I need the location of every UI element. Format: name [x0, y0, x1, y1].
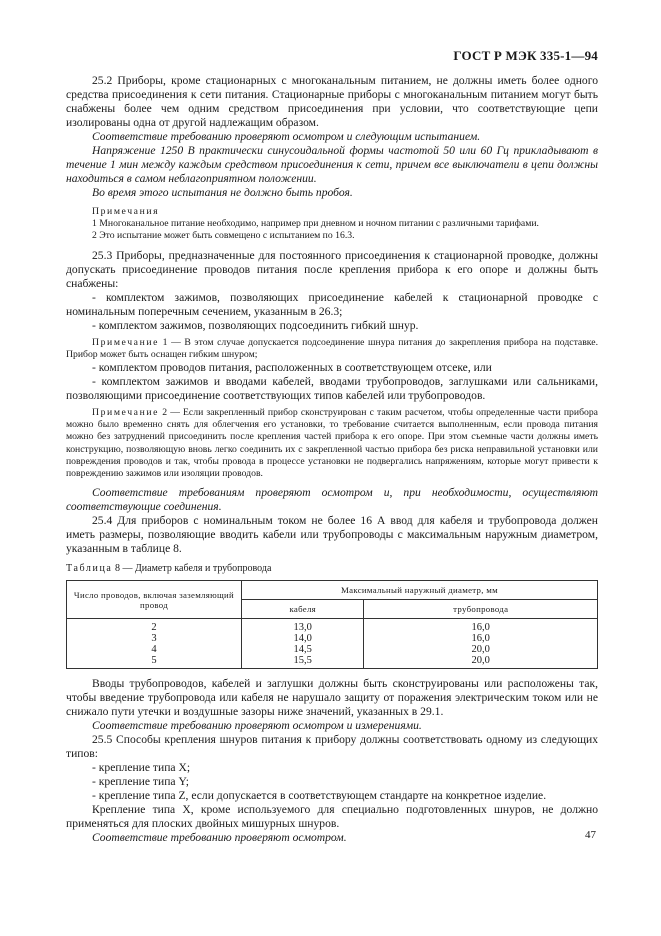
compliance-statement: Соответствие требованию проверяют осмотром и следующим испытанием. — [92, 130, 481, 143]
clause-25-2: 25.2 Приборы, кроме стационарных с многоканальным питанием, не должны иметь более одного средства присоединения к сети питания. Стационарные приборы с многоканальным питанием могут быть снабжены более чем одним средством присоединения при условии, что соответствующие цепи изолированы одна от другой надлежащим образом. — [66, 74, 598, 129]
column-group-header: Максимальный наружный диаметр, мм — [242, 581, 598, 600]
note-label: Примечание — [92, 407, 160, 419]
note-block — [66, 337, 598, 361]
note-1: 1 Многоканальное питание необходимо, например при дневном и ночном питании с различными тарифами. — [92, 218, 539, 230]
note-label: Примечание — [92, 336, 160, 348]
table-caption-text: 8 — Диаметр кабеля и трубопровода — [112, 563, 272, 575]
list-item: - крепление типа Z, если допускается в соответствующем стандарте на конкретное изделие. — [92, 789, 547, 803]
column-header-cable: кабеля — [242, 600, 364, 619]
list-item: - крепление типа X; — [92, 761, 191, 775]
note-4 — [66, 407, 598, 480]
page-number: 47 — [585, 829, 596, 841]
column-header-pipe: трубопровода — [364, 600, 598, 619]
table-row — [67, 619, 598, 669]
notes-block — [66, 206, 598, 243]
notes-heading: Примечания — [92, 206, 160, 217]
note-3 — [66, 337, 598, 361]
table-cell-pipe: 16,0 16,0 20,0 20,0 — [364, 619, 598, 669]
note-block — [66, 407, 598, 480]
note-text: 1 — В этом случае допускается подсоединение шнура питания до закрепления прибора на подставке. Прибор может быть оснащен гибким шнуром; — [66, 336, 598, 360]
list-item: - комплектом проводов питания, расположенных в соответствующем отсеке, или — [92, 361, 492, 375]
compliance-statement: Соответствие требованиям проверяют осмотром и, при необходимости, осуществляют соответствующие соединения. — [66, 486, 598, 514]
clause-25-3: 25.3 Приборы, предназначенные для постоянного присоединения к стационарной проводке, должны допускать присоединение проводов питания после крепления прибора к его опоре и должны быть снабжены: — [66, 248, 598, 290]
list-item: - комплектом зажимов и вводами кабелей, вводами трубопроводов, заглушками или сальниками, позволяющими присоединение соответствующих типов кабелей или трубопроводов. — [66, 375, 598, 403]
column-header-conductors: Число проводов, включая заземляющий провод — [67, 581, 242, 619]
paragraph: Вводы трубопроводов, кабелей и заглушки должны быть сконструированы или расположены так, чтобы введение трубопровода или кабеля не нарушало защиту от поражения электрическим током или не снижало пути утечки и воздушные зазоры ниже значений, указанных в 29.1. — [66, 677, 598, 719]
list-item: - комплектом зажимов, позволяющих присоединение кабелей к стационарной проводке с номинальным поперечным сечением, указанным в 26.3; — [66, 290, 598, 318]
diameter-table — [66, 580, 598, 669]
clause-25-4: 25.4 Для приборов с номинальным током не более 16 А ввод для кабеля и трубопровода должен иметь размеры, позволяющие вводить кабели или трубопроводы с максимальным наружным диаметром, указанным в таблице 8. — [66, 514, 598, 556]
note-2: 2 Это испытание может быть совмещено с испытанием по 16.3. — [92, 230, 355, 242]
paragraph: Крепление типа X, кроме используемого для специально подготовленных шнуров, не должно применяться для плоских двойных мишурных шнуров. — [66, 803, 598, 831]
list-item: - крепление типа Y; — [92, 775, 189, 789]
test-description: Напряжение 1250 В практически синусоидальной формы частотой 50 или 60 Гц прикладывают в течение 1 мин между каждым средством присоединения к сети, причем все выключатели в цепи должны находиться в самом неблагоприятном положении. — [66, 144, 598, 185]
table-caption-label: Таблица — [66, 563, 113, 575]
document-header: ГОСТ Р МЭК 335-1—94 — [453, 48, 598, 63]
document-body — [66, 74, 598, 845]
note-text: 2 — Если закрепленный прибор сконструирован с таким расчетом, чтобы определенные части прибора можно было временно снять для облегчения его установки, то требование считается выполненным, если провода питания можно без затруднений присоединить после крепления частей прибора к его опоре. При этом съемные части должны иметь конструкцию, позволяющую вновь легко соединить их с закрепленной частью прибора без риска неправильной установки или повреждения проводов и так, чтобы провода в процессе установки не подвергались напряжениям, которые могут привести к повреждению зажимов или изоляции проводов. — [66, 407, 598, 480]
table-cell-conductors: 2 3 4 5 — [67, 619, 242, 669]
table-caption — [66, 562, 598, 576]
compliance-statement: Соответствие требованию проверяют осмотром. — [92, 831, 347, 845]
test-criterion: Во время этого испытания не должно быть пробоя. — [92, 186, 353, 199]
clause-25-5: 25.5 Способы крепления шнуров питания к прибору должны соответствовать одному из следующих типов: — [66, 733, 598, 761]
table-cell-cable: 13,0 14,0 14,5 15,5 — [242, 619, 364, 669]
list-item: - комплектом зажимов, позволяющих подсоединить гибкий шнур. — [92, 318, 419, 332]
compliance-statement: Соответствие требованию проверяют осмотром и измерениями. — [92, 719, 422, 733]
